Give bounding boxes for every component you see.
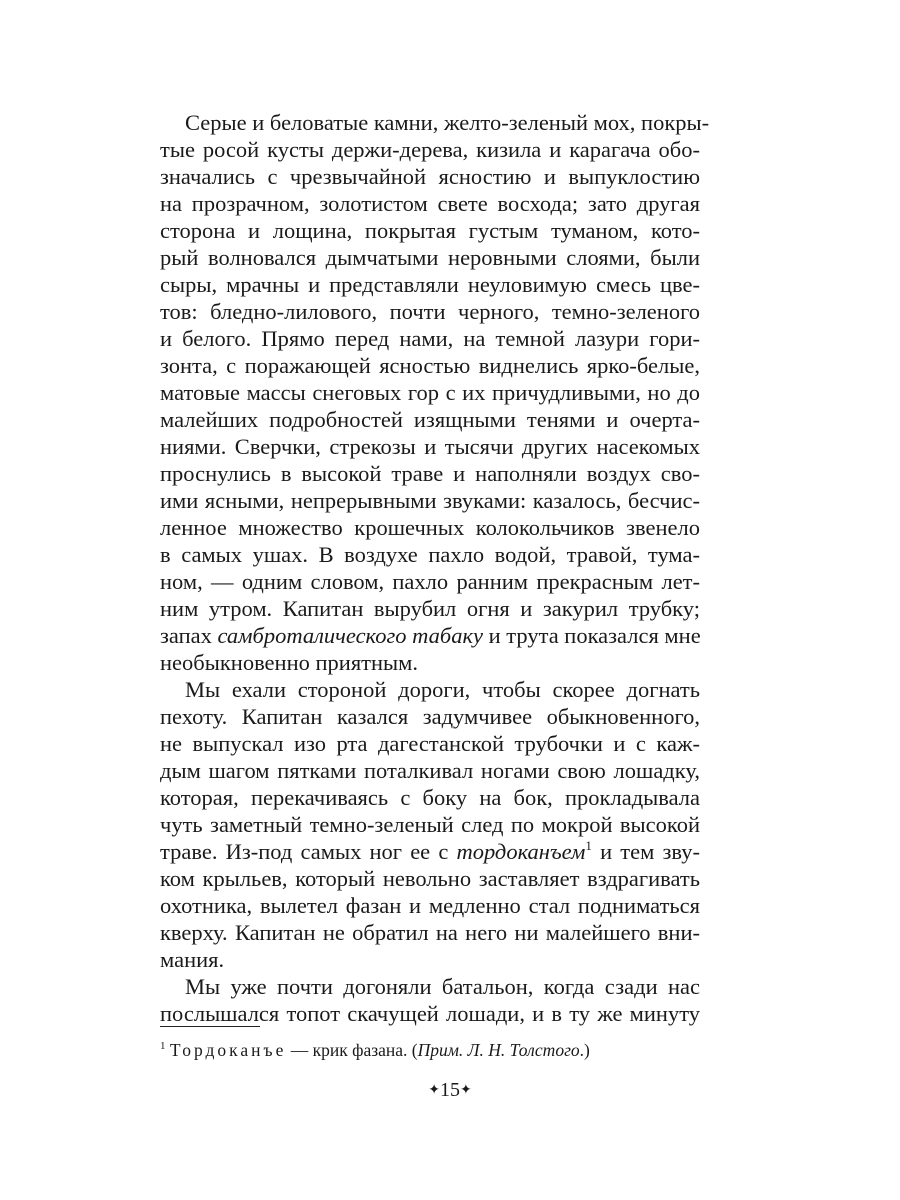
text-line: малейших подробностей изящными тенями и очерта- [160,407,700,432]
text-line: и белого. Прямо перед нами, на темной лазури гори- [160,326,700,351]
footnote-attribution: Прим. Л. Н. Толстого [417,1040,580,1060]
text-line: матовые массы снеговых гор с их причудливыми, но до [160,380,700,405]
text-line: Серые и беловатые камни, желто-зеленый мох, покры- [185,110,710,135]
footnote-divider [160,1026,260,1027]
text-line: рый волновался дымчатыми неровными слоями, были [160,245,700,270]
italic-phrase: тордоканъем [456,839,586,864]
text-line: сторона и лощина, покрытая густым туманом, кото- [160,218,700,243]
text-line: ленное множество крошечных колокольчиков звенело [160,515,700,540]
text-line: ном, — одним словом, пахло ранним прекрасным лет- [160,569,700,594]
footnote-term: Тордоканъе [169,1040,287,1060]
text-line: чуть заметный темно-зеленый след по мокрой высокой [160,812,700,837]
footnote-close: .) [579,1040,590,1060]
text-line: ком крыльев, который невольно заставляет вздрагивать [160,866,700,891]
ornament-left-icon: ✦ [428,1083,440,1098]
text-line: Мы уже почти догоняли батальон, когда сзади нас [185,974,700,999]
text-line: ним утром. Капитан вырубил огня и закурил трубку; [160,596,700,621]
text-line: необыкновенно приятным. [160,650,419,675]
text-line: охотника, вылетел фазан и медленно стал подниматься [160,893,700,918]
text-line: ниями. Сверчки, стрекозы и тысячи других насекомых [160,434,700,459]
text-line: траве. Из-под самых ног ее с тордоканъем$^1$ и тем зву- [160,838,700,864]
ornament-right-icon: ✦ [460,1083,472,1098]
footnote-number: 1 [160,1040,166,1052]
page-number: 15 [440,1079,460,1101]
text-line: Мы ехали стороной дороги, чтобы скорее догнать [185,677,700,702]
text-line: не выпускал изо рта дагестанской трубочки и с каж- [160,731,700,756]
footnote-text: — крик фазана. ( [286,1040,418,1060]
text-line: зонта, с поражающей ясностью виднелись ярко-белые, [160,353,700,378]
text-line: запах самброталического табаку и трута показался мне [160,623,701,648]
text-line: сыры, мрачны и представляли неуловимую смесь цве- [160,272,700,297]
footnote [160,1038,700,1062]
text-line: тые росой кусты держи-дерева, кизила и карагача обо- [160,137,700,162]
text-line: тов: бледно-лилового, почти черного, темно-зеленого [160,299,700,324]
text-line: проснулись в высокой траве и наполняли воздух сво- [160,461,700,486]
text-line: на прозрачном, золотистом свете восхода; зато другая [160,191,700,216]
footnote-marker[interactable]: 1 [585,838,592,853]
text-line: послышался топот скачущей лошади, и в ту же минуту [160,1001,700,1026]
italic-phrase: самброталического табаку [217,623,483,648]
text-line: которая, перекачиваясь с боку на бок, прокладывала [160,785,700,810]
text-line: значались с чрезвычайной ясностию и выпуклостию [160,164,700,189]
text-line: в самых ушах. В воздухе пахло водой, травой, тума- [160,542,700,567]
text-line: ими ясными, непрерывными звуками: казалось, бесчис- [160,488,700,513]
text-line: дым шагом пятками поталкивал ногами свою лошадку, [160,758,700,783]
text-line: мания. [160,947,225,972]
text-line: пехоту. Капитан казался задумчивее обыкновенного, [160,704,700,729]
page-number-block [0,1076,900,1105]
text-line: кверху. Капитан не обратил на него ни малейшего вни- [160,920,700,945]
